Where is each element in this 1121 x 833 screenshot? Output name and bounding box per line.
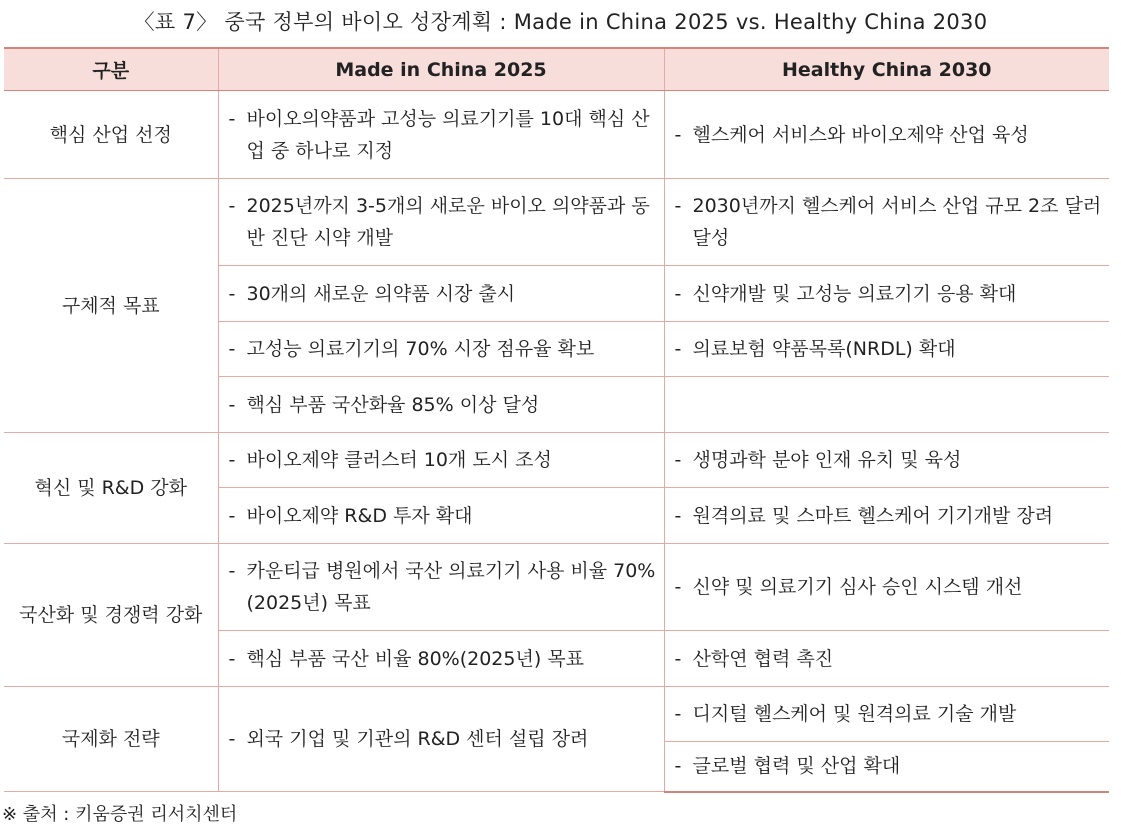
category-cell: 국산화 및 경쟁력 강화 bbox=[4, 544, 218, 687]
hc-cell-empty bbox=[664, 377, 1109, 433]
table-row bbox=[4, 687, 1109, 742]
hc-cell: - 2030년까지 헬스케어 서비스 산업 규모 2조 달러 달성 bbox=[664, 179, 1109, 266]
category-cell: 핵심 산업 선정 bbox=[4, 91, 218, 179]
header-category: 구분 bbox=[4, 48, 218, 91]
header-row bbox=[4, 48, 1109, 91]
mic-cell: - 외국 기업 및 기관의 R&D 센터 설립 장려 bbox=[218, 687, 664, 792]
table-row bbox=[4, 91, 1109, 179]
mic-cell: - 바이오제약 R&D 투자 확대 bbox=[218, 488, 664, 544]
hc-cell: - 산학연 협력 촉진 bbox=[664, 631, 1109, 687]
mic-cell: - 바이오제약 클러스터 10개 도시 조성 bbox=[218, 433, 664, 488]
hc-cell: - 헬스케어 서비스와 바이오제약 산업 육성 bbox=[664, 91, 1109, 179]
table-title: 〈표 7〉 중국 정부의 바이오 성장계획 : Made in China 2025 vs. Healthy China 2030 bbox=[133, 10, 988, 34]
mic-cell: - 바이오의약품과 고성능 의료기기를 10대 핵심 산업 중 하나로 지정 bbox=[218, 91, 664, 179]
hc-cell: - 신약개발 및 고성능 의료기기 응용 확대 bbox=[664, 266, 1109, 322]
table-row bbox=[4, 179, 1109, 266]
header-made-in-china: Made in China 2025 bbox=[218, 48, 664, 91]
mic-cell: - 30개의 새로운 의약품 시장 출시 bbox=[218, 266, 664, 322]
category-cell: 국제화 전략 bbox=[4, 687, 218, 792]
hc-cell: - 생명과학 분야 인재 유치 및 육성 bbox=[664, 433, 1109, 488]
table-row bbox=[4, 433, 1109, 488]
hc-cell: - 신약 및 의료기기 심사 승인 시스템 개선 bbox=[664, 544, 1109, 631]
mic-cell: - 카운티급 병원에서 국산 의료기기 사용 비율 70%(2025년) 목표 bbox=[218, 544, 664, 631]
mic-cell: - 핵심 부품 국산 비율 80%(2025년) 목표 bbox=[218, 631, 664, 687]
header-healthy-china: Healthy China 2030 bbox=[664, 48, 1109, 91]
category-cell: 구체적 목표 bbox=[4, 179, 218, 433]
source-note: ※ 출처 : 키움증권 리서치센터 bbox=[2, 804, 238, 825]
hc-cell: - 의료보험 약품목록(NRDL) 확대 bbox=[664, 322, 1109, 377]
hc-cell: - 디지털 헬스케어 및 원격의료 기술 개발 bbox=[664, 687, 1109, 742]
comparison-table bbox=[4, 47, 1109, 793]
hc-cell: - 원격의료 및 스마트 헬스케어 기기개발 장려 bbox=[664, 488, 1109, 544]
mic-cell: - 2025년까지 3-5개의 새로운 바이오 의약품과 동반 진단 시약 개발 bbox=[218, 179, 664, 266]
mic-cell: - 고성능 의료기기의 70% 시장 점유율 확보 bbox=[218, 322, 664, 377]
hc-cell: - 글로벌 협력 및 산업 확대 bbox=[664, 742, 1109, 792]
table-row bbox=[4, 544, 1109, 631]
mic-cell: - 핵심 부품 국산화율 85% 이상 달성 bbox=[218, 377, 664, 433]
category-cell: 혁신 및 R&D 강화 bbox=[4, 433, 218, 544]
